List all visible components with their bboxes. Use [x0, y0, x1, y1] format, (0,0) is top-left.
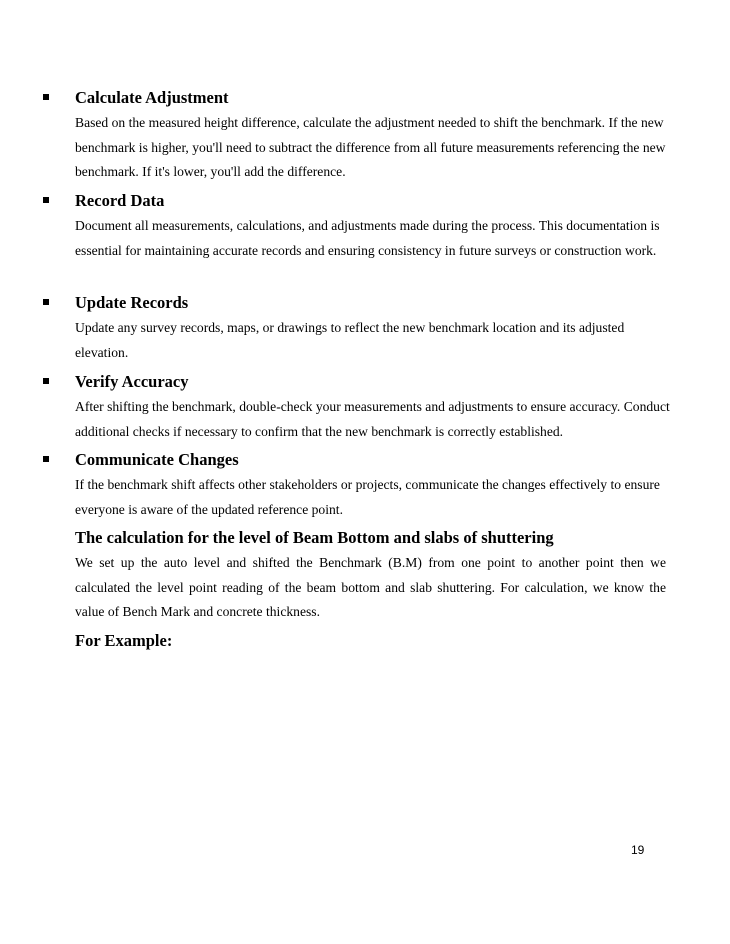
page-number: 19 — [631, 843, 645, 857]
section-heading: Update Records — [75, 293, 189, 312]
section-body: If the benchmark shift affects other stakeholders or projects, communicate the changes effectively to ensure everyone is aware of the updated reference point. — [75, 477, 660, 517]
section-body: Document all measurements, calculations, and adjustments made during the process. This documentation is essential for maintaining accurate records and ensuring consistency in future surveys or construction work. — [75, 218, 660, 258]
example-heading: For Example: — [75, 631, 173, 650]
square-bullet-icon — [43, 197, 49, 203]
section-heading: Calculate Adjustment — [75, 88, 229, 107]
calculation-heading: The calculation for the level of Beam Bottom and slabs of shuttering — [75, 528, 554, 547]
square-bullet-icon — [43, 378, 49, 384]
section-heading: Communicate Changes — [75, 450, 239, 469]
square-bullet-icon — [43, 94, 49, 100]
square-bullet-icon — [43, 456, 49, 462]
section-body: Update any survey records, maps, or drawings to reflect the new benchmark location and its adjusted elevation. — [75, 320, 625, 360]
section-body: After shifting the benchmark, double-check your measurements and adjustments to ensure accuracy. Conduct additional checks if necessary to confirm that the new benchmark is correctly established. — [75, 399, 670, 439]
calculation-body: We set up the auto level and shifted the Benchmark (B.M) from one point to another point then we calculated the level point reading of the beam bottom and slab shuttering. For calculation, we know the value of Bench Mark and concrete thickness. — [75, 555, 666, 619]
section-heading: Verify Accuracy — [75, 372, 189, 391]
square-bullet-icon — [43, 299, 49, 305]
section-body: Based on the measured height difference, calculate the adjustment needed to shift the benchmark. If the new benchmark is higher, you'll need to subtract the difference from all future measurements referencing the new benchmark. If it's lower, you'll add the difference. — [75, 115, 666, 179]
section-heading: Record Data — [75, 191, 165, 210]
